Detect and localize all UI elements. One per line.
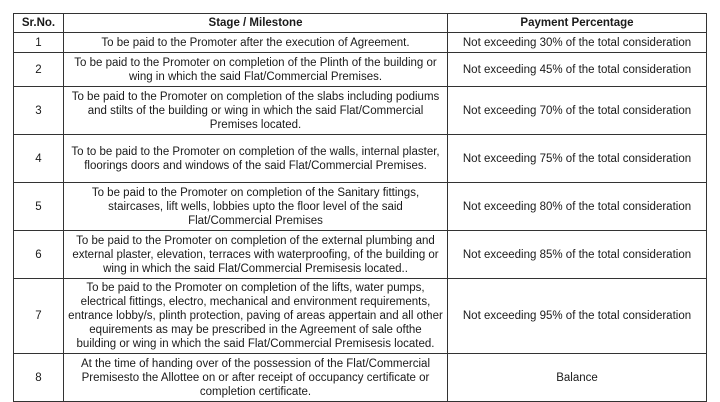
cell-stage: At the time of handing over of the possession of the Flat/Commercial Premisesto the Allottee on or after receipt of occupancy certificate or completion certificate. (64, 354, 448, 402)
payment-schedule-table (13, 13, 707, 402)
table-row (14, 87, 707, 135)
cell-stage: To be paid to the Promoter on completion of the Plinth of the building or wing in which the said Flat/Commercial Premises. (64, 53, 448, 87)
cell-sr-no: 6 (14, 231, 64, 279)
cell-payment: Not exceeding 30% of the total consideration (448, 33, 707, 53)
cell-stage: To to be paid to the Promoter on completion of the walls, internal plaster, floorings doors and windows of the said Flat/Commercial Premises. (64, 135, 448, 183)
cell-sr-no: 1 (14, 33, 64, 53)
table-row (14, 231, 707, 279)
cell-payment: Not exceeding 85% of the total consideration (448, 231, 707, 279)
table-header-row (14, 14, 707, 33)
header-stage-milestone: Stage / Milestone (64, 14, 448, 33)
table-row (14, 183, 707, 231)
table-row (14, 33, 707, 53)
table-row (14, 279, 707, 354)
table-row (14, 354, 707, 402)
cell-sr-no: 2 (14, 53, 64, 87)
cell-stage: To be paid to the Promoter on completion of the Sanitary fittings, staircases, lift wells, lobbies upto the floor level of the said Flat/Commercial Premises (64, 183, 448, 231)
cell-sr-no: 7 (14, 279, 64, 354)
cell-payment: Not exceeding 80% of the total consideration (448, 183, 707, 231)
cell-sr-no: 5 (14, 183, 64, 231)
cell-payment: Not exceeding 45% of the total consideration (448, 53, 707, 87)
cell-stage: To be paid to the Promoter after the execution of Agreement. (64, 33, 448, 53)
payment-schedule-container (13, 13, 706, 402)
header-sr-no: Sr.No. (14, 14, 64, 33)
cell-payment: Not exceeding 70% of the total consideration (448, 87, 707, 135)
table-row (14, 135, 707, 183)
header-payment-percentage: Payment Percentage (448, 14, 707, 33)
cell-stage: To be paid to the Promoter on completion of the external plumbing and external plaster, elevation, terraces with waterproofing, of the building or wing in which the said Flat/Commercial Premisesis located.. (64, 231, 448, 279)
cell-sr-no: 4 (14, 135, 64, 183)
cell-stage: To be paid to the Promoter on completion of the slabs including podiums and stilts of the building or wing in which the said Flat/Commercial Premises located. (64, 87, 448, 135)
table-row (14, 53, 707, 87)
cell-payment: Not exceeding 95% of the total consideration (448, 279, 707, 354)
cell-stage: To be paid to the Promoter on completion of the lifts, water pumps, electrical fittings, electro, mechanical and environment requirements, entrance lobby/s, plinth protection, paving of areas appertain and all other equirements as may be prescribed in the Agreement of sale ofthe building or wing in which the said Flat/Commercial Premisesis located. (64, 279, 448, 354)
cell-payment: Not exceeding 75% of the total consideration (448, 135, 707, 183)
cell-payment: Balance (448, 354, 707, 402)
cell-sr-no: 8 (14, 354, 64, 402)
cell-sr-no: 3 (14, 87, 64, 135)
